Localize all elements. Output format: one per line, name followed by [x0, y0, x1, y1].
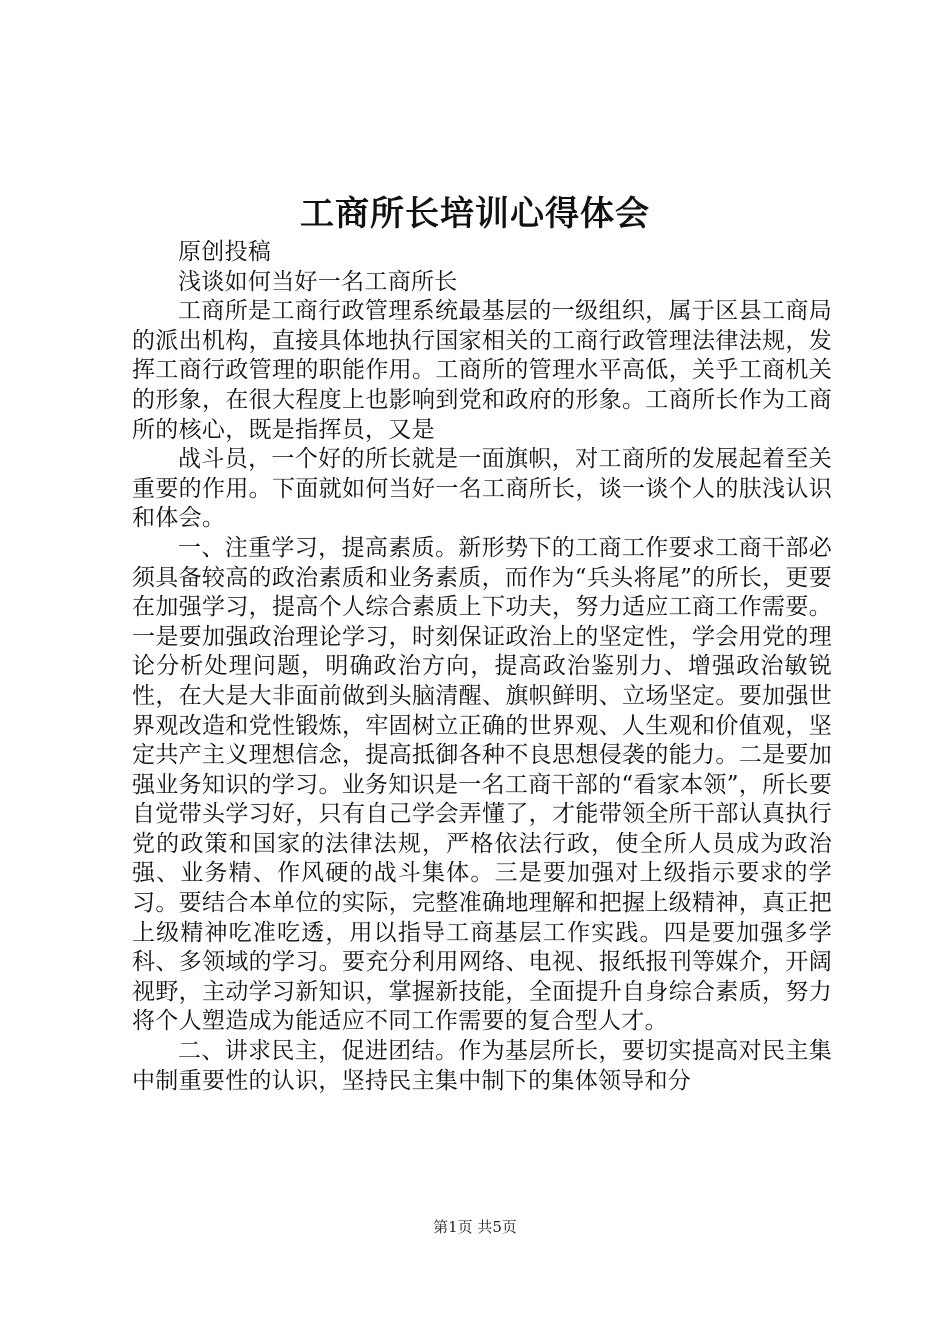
document-body — [132, 238, 832, 1096]
paragraph-subtitle: 浅谈如何当好一名工商所长 — [178, 268, 458, 295]
paragraph-intro: 工商所是工商行政管理系统最基层的一级组织，属于区县工商局的派出机构，直接具体地执行国家相关的工商行政管理法律法规，发挥工商行政管理的职能作用。工商所的管理水平高低，关乎工商机关的形象，在很大程度上也影响到党和政府的形象。工商所长作为工商所的核心，既是指挥员，又是 — [132, 298, 832, 443]
paragraph-intro-continued: 战斗员，一个好的所长就是一面旗帜，对工商所的发展起着至关重要的作用。下面就如何当好一名工商所长，谈一谈个人的肤浅认识和体会。 — [132, 446, 832, 532]
document-title: 工商所长培训心得体会 — [300, 194, 650, 234]
paragraph-source-note: 原创投稿 — [178, 239, 272, 265]
paragraph-section-one: 一、注重学习，提高素质。新形势下的工商工作要求工商干部必须具备较高的政治素质和业务素质，而作为“兵头将尾”的所长，更要在加强学习，提高个人综合素质上下功夫，努力适应工商工作需要。一是要加强政治理论学习，时刻保证政治上的坚定性，学会用党的理论分析处理问题，明确政治方向，提高政治鉴别力、增强政治敏锐性，在大是大非面前做到头脑清醒、旗帜鲜明、立场坚定。要加强世界观改造和党性锻炼，牢固树立正确的世界观、人生观和价值观，坚定共产主义理想信念，提高抵御各种不良思想侵袭的能力。二是要加强业务知识的学习。业务知识是一名工商干部的“看家本领”，所长要自觉带头学习好，只有自己学会弄懂了，才能带领全所干部认真执行党的政策和国家的法律法规，严格依法行政，使全所人员成为政治强、业务精、作风硬的战斗集体。三是要加强对上级指示要求的学习。要结合本单位的实际，完整准确地理解和把握上级精神，真正把上级精神吃准吃透，用以指导工商基层工作实践。四是要加强多学科、多领域的学习。要充分利用网络、电视、报纸报刊等媒介，开阔视野，主动学习新知识，掌握新技能，全面提升自身综合素质，努力将个人塑造成为能适应不同工作需要的复合型人才。 — [132, 534, 832, 1035]
paragraph-section-two: 二、讲求民主，促进团结。作为基层所长，要切实提高对民主集中制重要性的认识，坚持民主集中制下的集体领导和分 — [132, 1038, 832, 1094]
page-number-footer: 第1页 共5页 — [433, 1218, 517, 1236]
